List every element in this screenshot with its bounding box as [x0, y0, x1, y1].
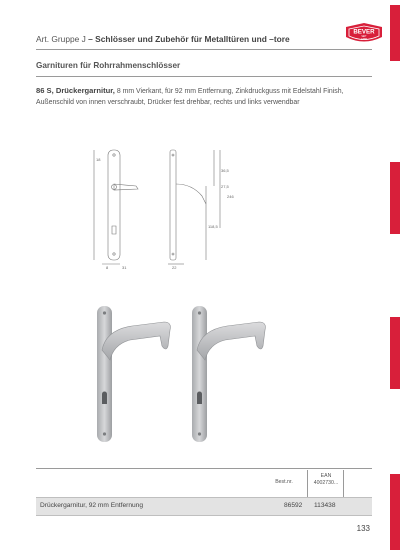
header-rule	[36, 49, 372, 50]
dim-label-5: 246	[227, 194, 234, 199]
row-label: Drückergarnitur, 92 mm Entfernung	[40, 502, 143, 509]
product-photo	[84, 300, 284, 450]
side-lever-outline	[176, 184, 206, 204]
left-cylinder-hole	[102, 392, 107, 404]
left-escutcheon	[97, 306, 112, 442]
dim-label-1: 18	[96, 157, 101, 162]
dim-label-6: 118,5	[208, 224, 218, 229]
col-header-ean: EAN	[320, 473, 332, 479]
technical-drawing	[80, 136, 290, 276]
page-header: Art. Gruppe J – Schlösser und Zubehör für Metalltüren und –tore	[36, 34, 290, 44]
front-plate-outline	[108, 150, 120, 260]
right-screw-bottom	[198, 432, 201, 435]
right-cylinder-hole	[197, 392, 202, 405]
col-header-bestnr: Best.nr.	[275, 479, 293, 485]
front-lever-outline	[114, 184, 138, 190]
group-number: J	[81, 34, 86, 44]
product-text: 8 mm Vierkant, für 92 mm Entfernung, Zinkdruckguss mit Edelstahl Finish, Außenschild von innen verschraubt, Drücker fest drehbar, rechts und links verwendbar	[36, 88, 344, 106]
side-tab-1	[390, 5, 400, 61]
bever-logo	[344, 22, 384, 46]
section-rule	[36, 76, 372, 77]
group-label: Art. Gruppe	[36, 34, 80, 44]
side-screw-top	[172, 154, 174, 156]
side-tab-2	[390, 162, 400, 234]
col-header-ean-prefix: 4002730...	[313, 480, 339, 486]
left-lever	[102, 322, 170, 360]
section-title: Garnituren für Rohrrahmenschlösser	[36, 61, 181, 70]
side-screw-bottom	[172, 253, 174, 255]
dim-label-4: 27,5	[221, 184, 229, 189]
table-top-rule	[36, 468, 372, 469]
logo-text: BEVER	[353, 28, 375, 36]
left-screw-top	[103, 311, 106, 314]
row-bestnr: 86592	[284, 502, 303, 509]
dim-label-8: 31	[122, 265, 127, 270]
table-row	[36, 497, 372, 516]
logo-year: 1888	[361, 38, 367, 41]
right-escutcheon	[192, 306, 207, 442]
right-lever	[197, 322, 265, 360]
product-description	[36, 86, 372, 109]
page-number: 133	[356, 524, 370, 533]
dim-label-2: 8	[106, 265, 109, 270]
left-screw-bottom	[103, 432, 106, 435]
side-plate-outline	[170, 150, 176, 260]
row-ean: 113438	[314, 502, 336, 509]
header-title: Schlösser und Zubehör für Metalltüren und –tore	[95, 34, 290, 44]
side-tab-3	[390, 317, 400, 389]
front-screw-top	[113, 154, 115, 156]
product-name: 86 S, Drückergarnitur,	[36, 86, 115, 95]
dim-label-7: 22	[172, 265, 177, 270]
front-keyhole	[112, 226, 116, 234]
right-screw-top	[198, 311, 201, 314]
side-tab-4	[390, 474, 400, 550]
dim-label-3: 36,5	[221, 168, 229, 173]
logo-seit: SEIT	[361, 35, 367, 38]
front-screw-bottom	[113, 253, 115, 255]
